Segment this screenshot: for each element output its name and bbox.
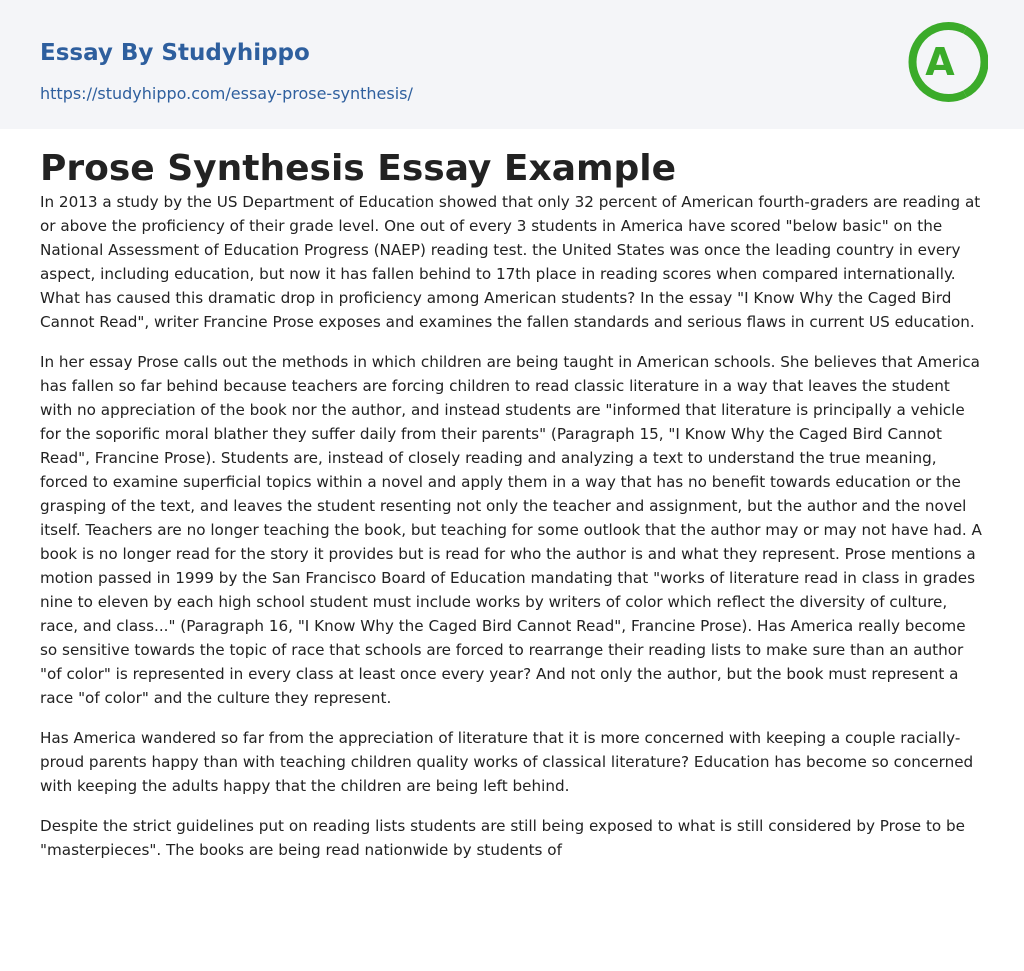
article-paragraph: In her essay Prose calls out the methods in which children are being taught in American schools. She believes that America has fallen so far behind because teachers are forcing children to read classic literature in a way that leaves the student with no appreciation of the book nor the author, and instead students are "informed that literature is principally a vehicle for the soporific moral blather they suffer daily from their parents" (Paragraph 15, "I Know Why the Caged Bird Cannot Read", Francine Prose). Students are, instead of closely reading and analyzing a text to understand the true meaning, forced to examine superficial topics within a novel and apply them in a way that has no benefit towards education or the grasping of the text, and leaves the student resenting not only the teacher and assignment, but the author and the novel itself. Teachers are no longer teaching the book, but teaching for some outlook that the author may or may not have had. A book is no longer read for the story it provides but is read for who the author is and what they represent. Prose mentions a motion passed in 1999 by the San Francisco Board of Education mandating that "works of literature read in class in grades nine to eleven by each high school student must include works by writers of color which reflect the diversity of culture, race, and class..." (Paragraph 16, "I Know Why the Caged Bird Cannot Read", Francine Prose). Has America really become so sensitive towards the topic of race that schools are forced to rearrange their reading lists to make sure than an author "of color" is represented in every class at least once every year? And not only the author, but the book must represent a race "of color" and the culture they represent. bbox=[40, 353, 982, 707]
article-paragraph: Despite the strict guidelines put on reading lists students are still being exposed to what is still considered by Prose to be "masterpieces". The books are being read nationwide by students of bbox=[40, 817, 966, 859]
page-title: Prose Synthesis Essay Example bbox=[40, 148, 677, 189]
site-title[interactable]: Essay By Studyhippo bbox=[40, 40, 310, 66]
article-paragraph: Has America wandered so far from the appreciation of literature that it is more concerned with keeping a couple racially-proud parents happy than with teaching children quality works of classical literature? Education has become so concerned with keeping the adults happy that the children are being left behind. bbox=[40, 729, 974, 795]
logo-letter: A bbox=[925, 40, 955, 84]
studyhippo-logo-icon[interactable] bbox=[908, 18, 988, 106]
site-url-link[interactable]: https://studyhippo.com/essay-prose-synthesis/ bbox=[40, 84, 413, 103]
article bbox=[0, 148, 1024, 862]
article-paragraph: In 2013 a study by the US Department of Education showed that only 32 percent of American fourth-graders are reading at or above the proficiency of their grade level. One out of every 3 students in America have scored "below basic" on the National Assessment of Education Progress (NAEP) reading test. the United States was once the leading country in every aspect, including education, but now it has fallen behind to 17th place in reading scores when compared internationally. What has caused this dramatic drop in proficiency among American students? In the essay "I Know Why the Caged Bird Cannot Read", writer Francine Prose exposes and examines the fallen standards and serious flaws in current US education. bbox=[40, 193, 981, 331]
site-header bbox=[0, 0, 1024, 129]
